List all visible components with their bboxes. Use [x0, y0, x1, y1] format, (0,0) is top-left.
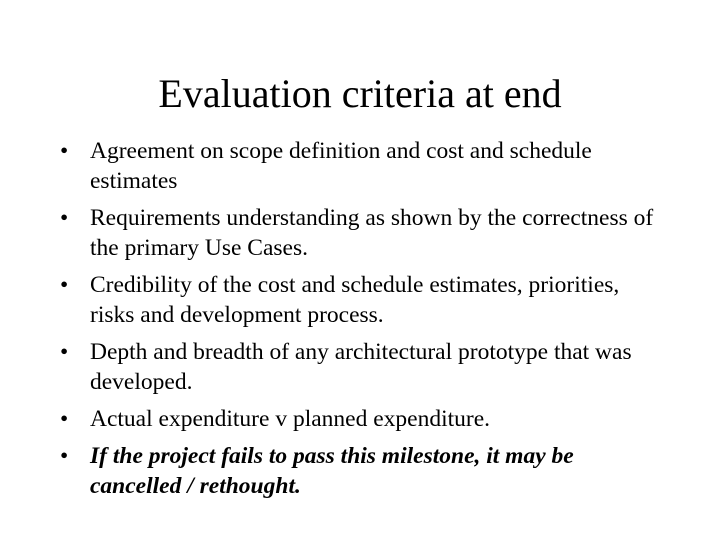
bullet-text-emphasis: If the project fails to pass this milestone, it may be cancelled / rethought.: [90, 443, 574, 499]
bullet-dot-icon: •: [60, 138, 69, 164]
bullet-item: [60, 404, 660, 434]
bullet-dot-icon: •: [60, 406, 69, 432]
bullet-list: [60, 136, 660, 508]
bullet-item: [60, 270, 660, 330]
bullet-dot-icon: •: [60, 339, 69, 365]
bullet-text: Actual expenditure v planned expenditure.: [90, 406, 491, 432]
bullet-item-emphasis: [60, 441, 660, 501]
bullet-dot-icon: •: [60, 443, 69, 469]
bullet-dot-icon: •: [60, 205, 69, 231]
bullet-text: Agreement on scope definition and cost and schedule estimates: [90, 138, 592, 194]
bullet-item: [60, 337, 660, 397]
bullet-text: Credibility of the cost and schedule estimates, priorities, risks and development process.: [90, 272, 620, 328]
bullet-text: Depth and breadth of any architectural prototype that was developed.: [90, 339, 632, 395]
bullet-text: Requirements understanding as shown by the correctness of the primary Use Cases.: [90, 205, 654, 261]
bullet-item: [60, 203, 660, 263]
bullet-dot-icon: •: [60, 272, 69, 298]
slide-title: Evaluation criteria at end: [158, 71, 562, 116]
bullet-item: [60, 136, 660, 196]
